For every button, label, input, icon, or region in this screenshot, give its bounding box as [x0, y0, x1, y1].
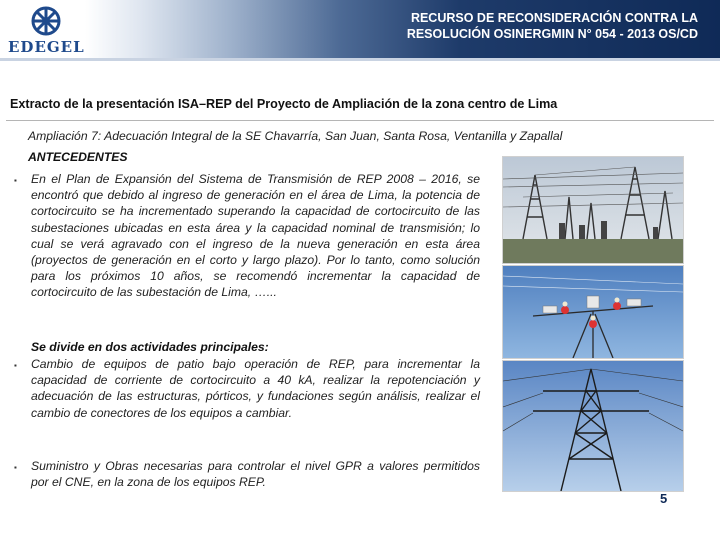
subtitle-divider: [6, 120, 714, 121]
activities-heading: Se divide en dos actividades principales:: [31, 340, 269, 354]
header-title-line-1: RECURSO DE RECONSIDERACIÓN CONTRA LA: [410, 11, 698, 25]
logo-text: EDEGEL: [8, 38, 85, 56]
bullet-icon: ▪: [14, 361, 17, 370]
header-title-line-2: RESOLUCIÓN OSINERGMIN N° 054 - 2013 OS/CD: [406, 27, 698, 41]
paragraph-activity-2: Suministro y Obras necesarias para controlar el nivel GPR a valores permitidos por el CNE, en la zona de los equipos REP.: [31, 459, 480, 490]
paragraph-antecedentes: En el Plan de Expansión del Sistema de Transmisión de REP 2008 – 2016, se encontró que debido al ingreso de generación en el área de Lima, la potencia de cortocircuito se ha incrementado superando la capacidad de cortocircuito de las subestaciones ubicadas en esta área y la capacidad nominal de transmisión; lo cual se verá agravado con el ingreso de la nueva generación en esta área (proyectos de generación en el corto y largo plazo). Por lo tanto, como solución para los próximos 10 años, se recomendó incrementar la capacidad de cortocircuito de las subestación de Lima, …...: [31, 172, 480, 300]
header-divider: [0, 58, 720, 61]
bullet-icon: ▪: [14, 463, 17, 472]
edegel-logo-icon: [28, 6, 64, 38]
slide-subtitle: Extracto de la presentación ISA–REP del Proyecto de Ampliación de la zona centro de Lima: [10, 97, 558, 111]
substation-photo: [502, 156, 684, 264]
tower-photo: [502, 360, 684, 492]
workers-photo: [502, 265, 684, 359]
header-title: [318, 10, 698, 42]
bullet-icon: ▪: [14, 176, 17, 185]
project-title: Ampliación 7: Adecuación Integral de la SE Chavarría, San Juan, Santa Rosa, Ventanilla y Zapallal: [28, 129, 563, 143]
header-band: [0, 0, 720, 58]
section-heading: ANTECEDENTES: [28, 150, 128, 164]
page-number: 5: [660, 491, 668, 506]
paragraph-activity-1: Cambio de equipos de patio bajo operación de REP, para incrementar la capacidad de corriente de cortocircuito a 40 kA, realizar la repotenciación y adecuación de las estructuras, pórticos, y fundaciones según análisis, realizar el cambio de conectores de los equipos a cambiar.: [31, 357, 480, 420]
company-logo: [8, 6, 88, 54]
